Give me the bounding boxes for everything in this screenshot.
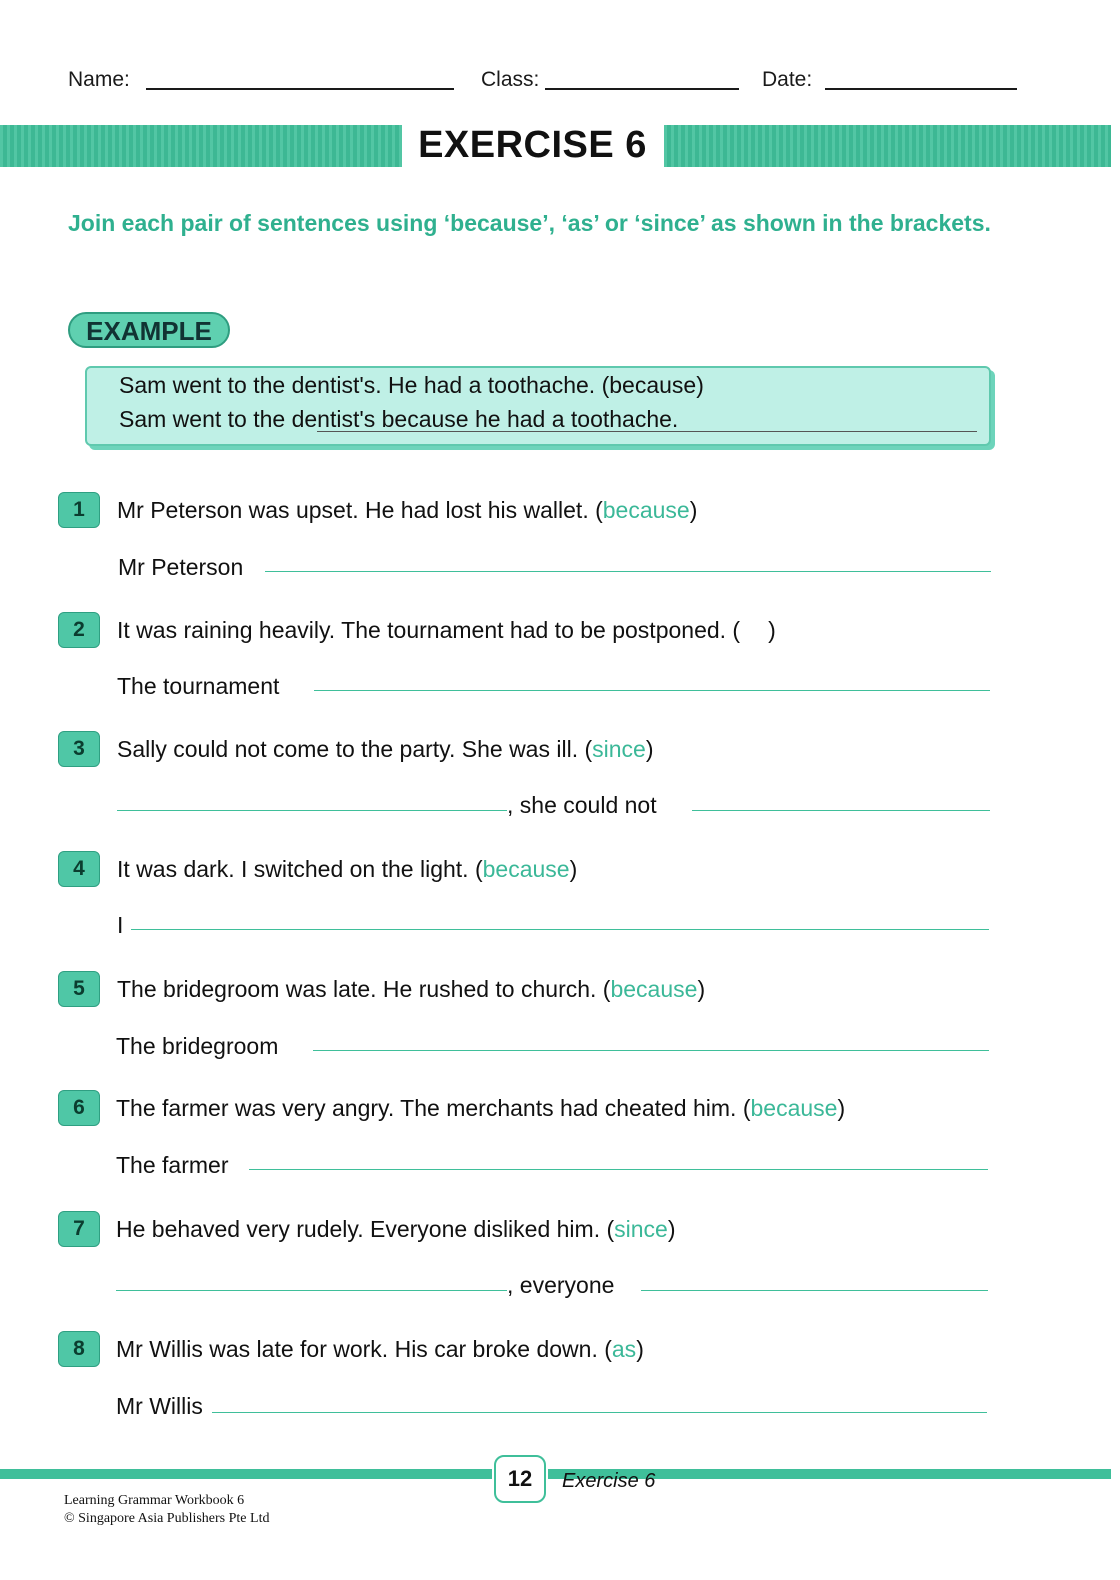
answer-line[interactable]	[249, 1169, 988, 1170]
question-number: 5	[58, 971, 100, 1007]
answer-line[interactable]	[212, 1412, 987, 1413]
answer-prefix: The farmer	[116, 1152, 229, 1178]
question-sentence: He behaved very rudely. Everyone disliked him. (	[116, 1216, 615, 1242]
name-label: Name:	[68, 68, 130, 91]
example-answer: Sam went to the dentist's because he had a toothache.	[119, 406, 679, 432]
answer-line[interactable]	[116, 1290, 507, 1291]
class-field[interactable]	[545, 88, 739, 90]
question-text	[116, 1216, 676, 1243]
page-title: EXERCISE 6	[418, 124, 647, 166]
question-hint: since	[614, 1216, 668, 1242]
question-hint: because	[610, 976, 698, 1002]
answer-connector: , everyone	[507, 1272, 615, 1298]
title-band-left	[0, 125, 402, 167]
question-text	[116, 1336, 644, 1363]
footer-exercise-label: Exercise 6	[562, 1470, 656, 1492]
question-hint: because	[750, 1095, 838, 1121]
page-number: 12	[494, 1455, 546, 1503]
question-number: 4	[58, 851, 100, 887]
example-badge-label: EXAMPLE	[86, 316, 212, 346]
answer-prefix: Mr Willis	[116, 1393, 203, 1419]
publisher-credit: © Singapore Asia Publishers Pte Ltd	[64, 1511, 270, 1526]
answer-prefix: The tournament	[117, 673, 280, 699]
date-label: Date:	[762, 68, 813, 91]
question-sentence: It was raining heavily. The tournament had to be postponed. (	[117, 617, 741, 643]
question-number: 2	[58, 612, 100, 648]
answer-prefix: Mr Peterson	[118, 554, 244, 580]
date-field[interactable]	[825, 88, 1017, 90]
name-field[interactable]	[146, 88, 454, 90]
question-close: )	[697, 976, 706, 1002]
question-hint: because	[482, 856, 570, 882]
book-title: Learning Grammar Workbook 6	[64, 1493, 245, 1508]
question-close: )	[636, 1336, 644, 1362]
example-question: Sam went to the dentist's. He had a toothache. (because)	[119, 372, 704, 398]
answer-line[interactable]	[692, 810, 990, 811]
question-sentence: Sally could not come to the party. She was ill. (	[117, 736, 593, 762]
answer-line[interactable]	[265, 571, 991, 572]
answer-prefix: The bridegroom	[116, 1033, 279, 1059]
answer-connector: , she could not	[507, 792, 657, 818]
example-badge	[68, 312, 230, 348]
question-close: )	[667, 1216, 676, 1242]
question-close: )	[837, 1095, 846, 1121]
question-sentence: Mr Peterson was upset. He had lost his wallet. (	[117, 497, 603, 523]
answer-line[interactable]	[641, 1290, 988, 1291]
answer-line[interactable]	[313, 1050, 989, 1051]
question-number: 8	[58, 1331, 100, 1367]
class-label: Class:	[481, 68, 540, 91]
question-number: 6	[58, 1090, 100, 1126]
question-number: 3	[58, 731, 100, 767]
question-close: )	[689, 497, 698, 523]
question-hint: as	[611, 1336, 637, 1362]
instruction: Join each pair of sentences using ‘because’, ‘as’ or ‘since’ as shown in the brackets.	[68, 210, 991, 236]
answer-line[interactable]	[314, 690, 990, 691]
question-sentence: It was dark. I switched on the light. (	[117, 856, 483, 882]
question-text	[117, 617, 776, 644]
title-band-right	[664, 125, 1111, 167]
answer-line[interactable]	[131, 929, 989, 930]
question-close: )	[768, 617, 776, 643]
question-sentence: The farmer was very angry. The merchants had cheated him. (	[116, 1095, 751, 1121]
question-text	[117, 497, 697, 524]
question-hint: because	[602, 497, 690, 523]
question-text	[117, 856, 577, 883]
question-sentence: Mr Willis was late for work. His car broke down. (	[116, 1336, 612, 1362]
answer-prefix: I	[117, 912, 124, 938]
question-sentence: The bridegroom was late. He rushed to church. (	[117, 976, 611, 1002]
question-close: )	[569, 856, 578, 882]
question-close: )	[645, 736, 654, 762]
footer-band-left	[0, 1469, 492, 1479]
question-number: 7	[58, 1211, 100, 1247]
question-text	[117, 736, 654, 763]
question-text	[116, 1095, 845, 1122]
question-hint: since	[592, 736, 646, 762]
example-answer-line	[317, 431, 977, 432]
question-number: 1	[58, 492, 100, 528]
example-box	[85, 366, 991, 446]
question-text	[117, 976, 705, 1003]
answer-line[interactable]	[117, 810, 507, 811]
